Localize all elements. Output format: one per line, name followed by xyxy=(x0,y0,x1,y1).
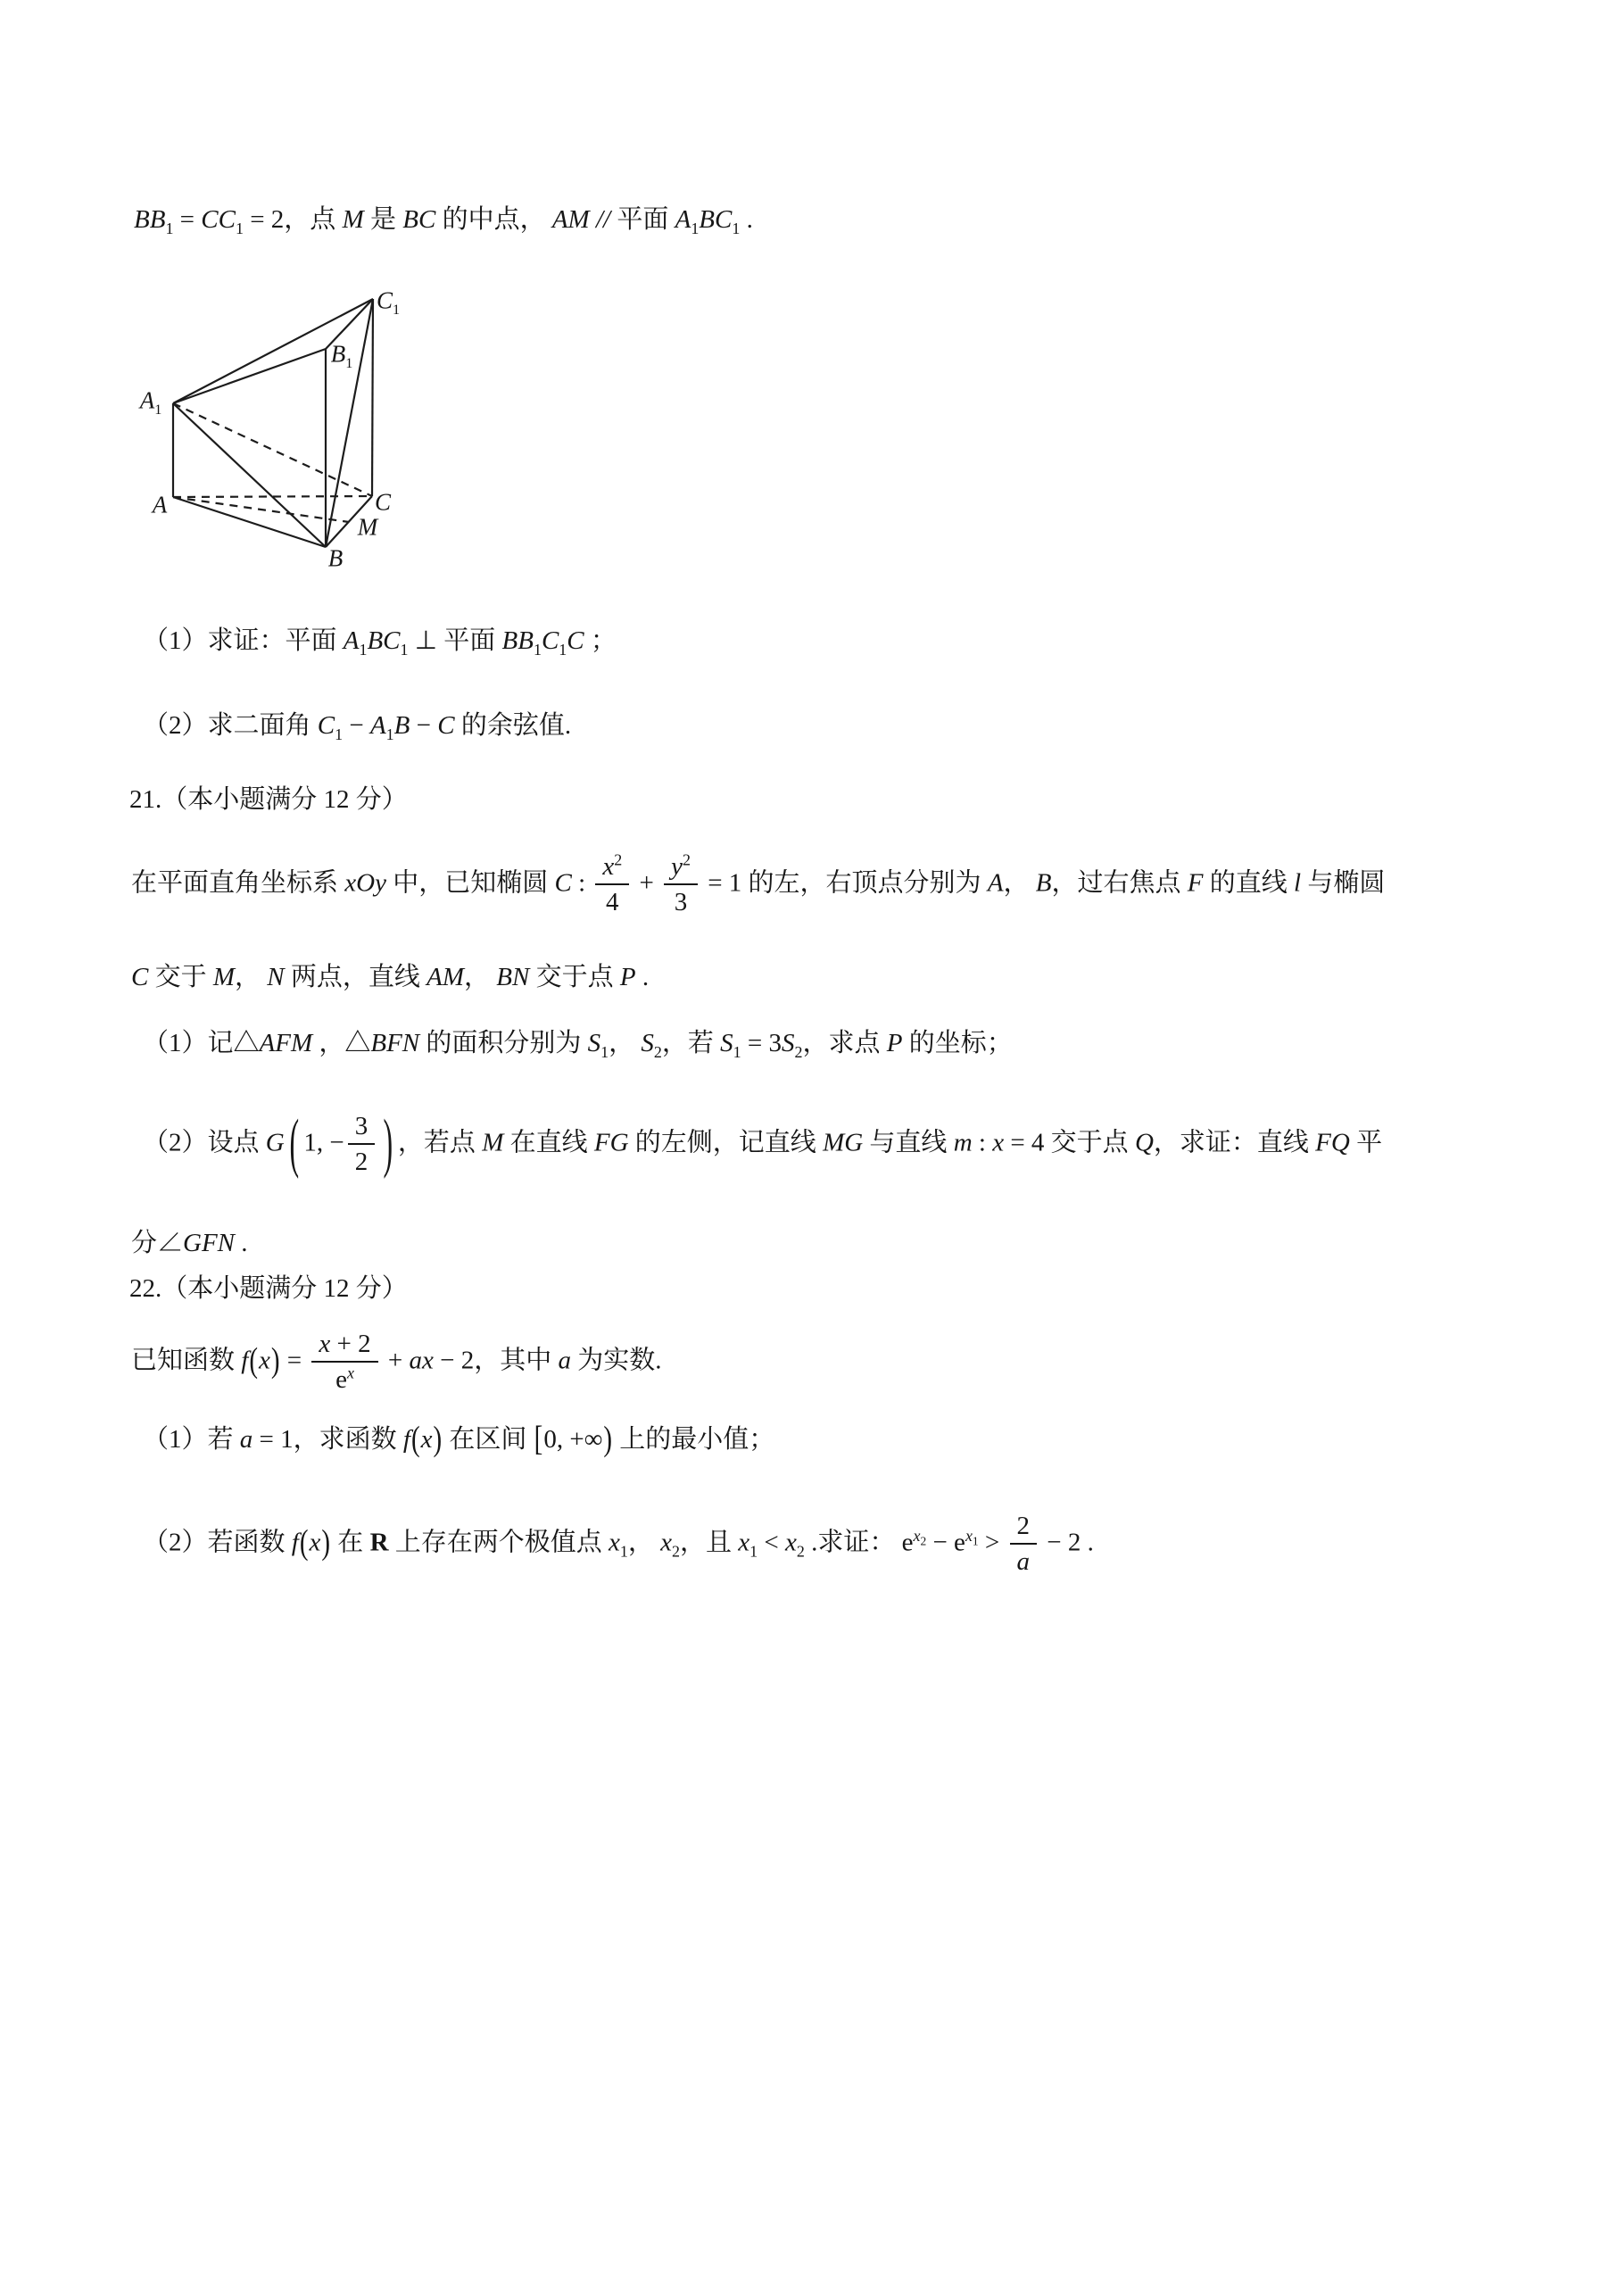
math-segment: F xyxy=(1187,868,1204,898)
math-segment: 交于点 xyxy=(529,963,620,991)
math-segment: ) xyxy=(270,1340,280,1380)
math-segment: ) xyxy=(603,1420,613,1459)
math-segment: M xyxy=(342,205,364,234)
math-segment: 2 xyxy=(682,850,691,869)
math-segment: ，求点 xyxy=(802,1029,887,1057)
math-segment: ， xyxy=(235,963,268,991)
math-segment: 1 xyxy=(749,1542,758,1561)
math-segment: 1 xyxy=(733,1042,741,1061)
math-segment: C xyxy=(567,626,584,655)
vertex-label-c: C xyxy=(374,488,392,516)
math-segment: 在区间 xyxy=(443,1425,534,1454)
q20-part2 xyxy=(143,707,571,746)
math-segment: 1 xyxy=(235,219,244,237)
math-segment xyxy=(347,1364,354,1382)
math-segment: CC xyxy=(201,205,236,234)
math-segment: 的中点， xyxy=(435,205,552,234)
math-segment: 1 xyxy=(691,219,700,237)
math-segment: = 1，求函数 xyxy=(253,1425,403,1454)
math-segment: C xyxy=(437,711,455,740)
q21-intro-line2 xyxy=(131,958,649,998)
vertex-label-subscript: 1 xyxy=(154,401,162,418)
math-segment: 2 xyxy=(920,1534,927,1548)
math-segment xyxy=(965,1526,979,1548)
math-segment: 为实数. xyxy=(570,1346,662,1375)
math-segment: Q xyxy=(1134,1128,1154,1157)
math-segment: ，△ xyxy=(312,1029,371,1057)
math-segment: 1 xyxy=(732,219,741,237)
math-segment: a xyxy=(239,1425,253,1454)
hidden-edge xyxy=(173,403,372,496)
math-segment: x xyxy=(913,1526,921,1545)
vertex-label-b: B xyxy=(327,544,344,572)
math-segment: ( xyxy=(410,1420,420,1459)
prism-figure xyxy=(98,281,437,593)
math-segment: 1 xyxy=(600,1042,609,1061)
vertex-label-a: A xyxy=(152,491,168,518)
math-segment: ； xyxy=(584,626,617,655)
math-segment: 2 xyxy=(796,1542,805,1561)
math-segment: BB xyxy=(134,205,166,234)
math-segment: 上的最小值； xyxy=(613,1425,775,1454)
math-segment: C xyxy=(131,963,149,991)
math-segment xyxy=(913,1526,927,1548)
math-segment: 在 xyxy=(331,1528,370,1557)
math-segment: A xyxy=(987,868,1004,898)
math-segment: 1 xyxy=(385,725,394,743)
math-segment: ( xyxy=(299,1522,309,1562)
math-segment: ) xyxy=(433,1420,443,1459)
math-segment: 在直线 xyxy=(503,1128,594,1157)
math-segment: − 2，其中 xyxy=(433,1346,559,1375)
math-segment: A xyxy=(675,205,691,234)
math-segment: 3 xyxy=(674,888,688,917)
fraction xyxy=(348,1112,376,1178)
math-segment: AM xyxy=(551,205,590,234)
math-segment: BFN xyxy=(370,1029,420,1057)
math-segment: 1 xyxy=(559,640,567,659)
math-segment: （2）求二面角 xyxy=(143,711,318,740)
math-segment: ，过右焦点 xyxy=(1051,868,1188,898)
prism-edges xyxy=(98,281,437,593)
math-segment: < xyxy=(758,1528,785,1557)
q21-intro-line1 xyxy=(131,852,1385,918)
math-segment: 21.（本小题满分 12 分） xyxy=(129,785,408,814)
math-segment: = 4 交于点 xyxy=(1004,1128,1135,1157)
fraction xyxy=(595,852,629,918)
math-segment: M xyxy=(482,1128,504,1157)
math-segment: = xyxy=(280,1346,309,1375)
math-segment: a xyxy=(558,1346,571,1375)
math-segment: 是 xyxy=(363,205,403,234)
math-segment: [ xyxy=(534,1420,543,1459)
math-segment: ) xyxy=(321,1522,331,1562)
math-segment: l xyxy=(1294,868,1302,898)
math-segment: . xyxy=(635,963,650,991)
fraction xyxy=(311,1330,377,1396)
math-segment: 1 xyxy=(165,219,174,237)
math-segment: BC xyxy=(699,205,733,234)
math-segment: GFN xyxy=(183,1229,236,1257)
math-segment: xOy xyxy=(344,868,386,898)
math-segment: 1 xyxy=(359,640,368,659)
math-segment: S xyxy=(641,1029,654,1057)
math-segment: 与直线 xyxy=(863,1128,954,1157)
math-segment: 平面 xyxy=(610,205,675,234)
math-segment: ( xyxy=(249,1340,258,1380)
vertex-label-m: M xyxy=(357,513,378,541)
math-segment: x xyxy=(259,1346,270,1375)
math-segment: P xyxy=(886,1029,903,1057)
math-segment: 的坐标； xyxy=(902,1029,1013,1057)
math-segment: BN xyxy=(496,963,530,991)
math-segment: ) xyxy=(383,1107,393,1181)
math-segment: x xyxy=(346,1364,354,1382)
math-segment: e xyxy=(335,1365,347,1395)
math-segment: AFM xyxy=(259,1029,313,1057)
math-segment: C xyxy=(317,711,335,740)
math-segment: x xyxy=(319,1330,331,1358)
math-segment: 0, +∞ xyxy=(543,1425,603,1454)
math-segment: − 2 . xyxy=(1040,1528,1094,1557)
math-segment: + xyxy=(381,1346,410,1375)
math-segment: FG xyxy=(593,1128,629,1157)
math-segment: ax xyxy=(409,1346,434,1375)
math-segment: MG xyxy=(823,1128,864,1157)
math-segment: − xyxy=(343,711,370,740)
math-segment: .求证： e xyxy=(804,1528,914,1557)
math-segment xyxy=(590,205,596,234)
q21-part2-line1 xyxy=(143,1107,1383,1181)
math-segment: 在平面直角坐标系 xyxy=(131,868,345,898)
math-segment: 两点，直线 xyxy=(284,963,427,991)
math-segment: S xyxy=(782,1029,795,1057)
math-segment: （2）设点 xyxy=(143,1128,266,1157)
q20-part1 xyxy=(143,622,617,661)
math-segment: x xyxy=(420,1425,433,1454)
math-segment: （1）记△ xyxy=(143,1029,260,1057)
math-segment: C xyxy=(541,626,559,655)
math-segment: 1, − xyxy=(303,1128,344,1157)
visible-edge xyxy=(173,497,326,547)
math-segment: = 3 xyxy=(741,1029,783,1057)
q21-header xyxy=(129,781,408,820)
math-segment: 2 xyxy=(614,850,623,869)
math-segment: f xyxy=(241,1346,249,1375)
math-segment: 2 xyxy=(672,1542,681,1561)
vertex-label-subscript: 1 xyxy=(392,301,401,318)
math-segment: BB xyxy=(501,626,534,655)
math-segment: x xyxy=(738,1528,750,1557)
math-segment: ， xyxy=(464,963,497,991)
vertex-label-b1: $B_1$ xyxy=(330,340,353,371)
q20-condition xyxy=(134,201,753,240)
math-segment: f xyxy=(402,1425,410,1454)
math-segment: （2）若函数 xyxy=(143,1528,292,1557)
math-segment: BC xyxy=(402,205,436,234)
math-segment: ， xyxy=(609,1029,642,1057)
math-segment: : xyxy=(571,868,592,898)
q22-part2 xyxy=(143,1512,1094,1578)
math-segment: ， xyxy=(1003,868,1036,898)
math-segment: 2 xyxy=(794,1042,803,1061)
math-segment: FQ xyxy=(1315,1128,1350,1157)
math-segment: x xyxy=(609,1528,620,1557)
math-segment: − xyxy=(410,711,438,740)
math-segment: > xyxy=(978,1528,1006,1557)
math-segment: 的直线 xyxy=(1203,868,1295,898)
math-segment: a xyxy=(1016,1547,1031,1577)
fraction xyxy=(664,852,698,918)
math-segment: 中，已知椭圆 xyxy=(385,868,555,898)
vertex-label-subscript: 1 xyxy=(345,354,353,371)
math-segment: 分∠ xyxy=(131,1229,184,1257)
math-segment: 上存在两个极值点 xyxy=(388,1528,609,1557)
hidden-edge xyxy=(173,497,349,522)
math-segment: ，若 xyxy=(661,1029,721,1057)
math-segment: 平 xyxy=(1349,1128,1383,1157)
math-segment: = 1 的左，右顶点分别为 xyxy=(700,868,988,898)
math-segment: G xyxy=(265,1128,285,1157)
math-segment: x xyxy=(309,1528,321,1557)
math-segment: y xyxy=(671,852,683,881)
math-segment: x xyxy=(992,1128,1005,1157)
math-segment: : xyxy=(972,1128,993,1157)
math-segment: 4 xyxy=(606,888,619,917)
math-segment: 22.（本小题满分 12 分） xyxy=(129,1274,408,1303)
math-segment: 2 xyxy=(653,1042,662,1061)
math-segment: ， xyxy=(627,1528,661,1557)
fraction xyxy=(1010,1512,1038,1578)
math-segment: R xyxy=(369,1528,389,1557)
math-segment: ，求证：直线 xyxy=(1153,1128,1316,1157)
math-segment: − e xyxy=(926,1528,965,1557)
math-segment: 交于 xyxy=(148,963,213,991)
math-segment: + 2 xyxy=(330,1330,371,1358)
math-segment: // xyxy=(595,205,611,234)
math-segment: （1）若 xyxy=(143,1425,240,1454)
math-segment: 与椭圆 xyxy=(1301,868,1386,898)
math-segment: = 2，点 xyxy=(243,205,343,234)
math-segment: C xyxy=(554,868,572,898)
math-segment: + xyxy=(633,868,661,898)
math-segment: B xyxy=(1035,868,1052,898)
math-segment: 的余弦值. xyxy=(454,711,572,740)
math-segment: AM xyxy=(426,963,465,991)
math-segment: m xyxy=(953,1128,973,1157)
math-segment: 1 xyxy=(400,640,409,659)
math-segment: （1）求证：平面 xyxy=(143,626,344,655)
math-segment: x xyxy=(660,1528,673,1557)
math-segment: . xyxy=(740,205,753,234)
math-segment: 的面积分别为 xyxy=(419,1029,588,1057)
math-segment: M xyxy=(212,963,236,991)
q21-part2-line2 xyxy=(131,1224,248,1264)
q22-function-def xyxy=(131,1330,662,1396)
math-segment: B xyxy=(393,711,410,740)
math-segment: x xyxy=(965,1526,973,1545)
visible-edge xyxy=(326,299,373,547)
math-segment: ⊥ 平面 xyxy=(408,626,502,655)
math-segment: 1 xyxy=(619,1542,628,1561)
q22-header xyxy=(129,1270,408,1309)
q22-part1 xyxy=(143,1421,774,1460)
math-segment: 2 xyxy=(354,1148,368,1177)
math-segment: A xyxy=(343,626,360,655)
math-segment: f xyxy=(291,1528,299,1557)
math-segment: 2 xyxy=(1016,1512,1031,1540)
math-segment: x xyxy=(785,1528,797,1557)
visible-edge xyxy=(372,299,373,496)
math-segment: P xyxy=(619,963,636,991)
math-segment: ，若点 xyxy=(397,1128,483,1157)
math-segment: 的左侧，记直线 xyxy=(628,1128,824,1157)
visible-edge xyxy=(173,403,326,547)
math-segment: 1 xyxy=(533,640,542,659)
math-segment: BC xyxy=(367,626,401,655)
math-segment: 1 xyxy=(335,725,344,743)
math-segment: A xyxy=(369,711,386,740)
math-segment: N xyxy=(267,963,285,991)
math-segment: S xyxy=(720,1029,733,1057)
vertex-label-c1: $C_1$ xyxy=(376,286,401,318)
math-segment: . xyxy=(235,1229,248,1257)
math-segment: 1 xyxy=(972,1534,979,1548)
math-segment: ( xyxy=(289,1107,299,1181)
visible-edge xyxy=(173,349,326,403)
math-segment: = xyxy=(173,205,202,234)
math-segment: 已知函数 xyxy=(131,1346,242,1375)
math-segment: ，且 xyxy=(680,1528,739,1557)
math-segment: x xyxy=(602,852,615,881)
q21-part1 xyxy=(143,1024,1013,1064)
math-segment: 3 xyxy=(354,1112,368,1140)
vertex-label-a1: $A_1$ xyxy=(139,386,162,418)
math-segment: S xyxy=(587,1029,601,1057)
